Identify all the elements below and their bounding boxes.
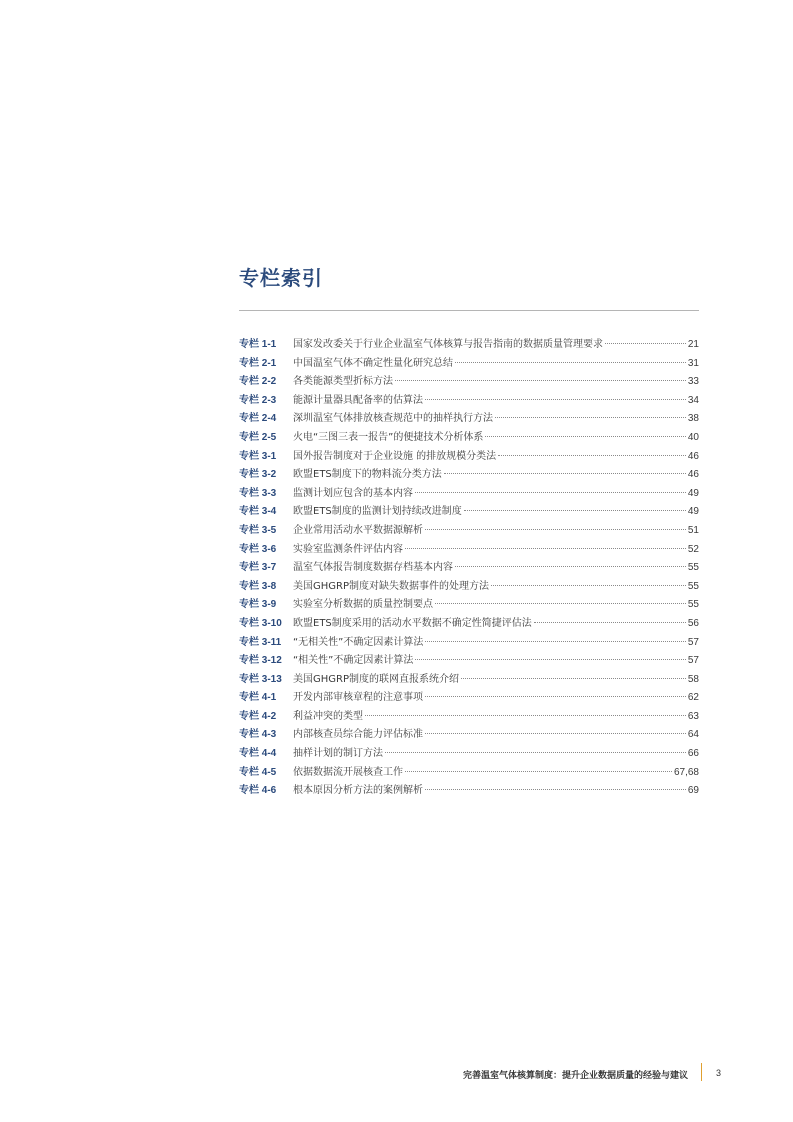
toc-dot-leader <box>425 641 686 642</box>
toc-entry-page: 40 <box>687 431 699 443</box>
toc-dot-leader <box>405 771 672 772</box>
title-divider <box>239 310 699 311</box>
toc-entry-page: 21 <box>687 339 699 350</box>
toc-entry[interactable] <box>239 689 699 708</box>
toc-entry-title: 美国GHGRP制度对缺失数据事件的处理方法 <box>293 580 489 592</box>
toc-entry[interactable] <box>239 708 699 727</box>
toc-entry[interactable] <box>239 392 699 411</box>
toc-entry-title: 各类能源类型折标方法 <box>293 376 393 388</box>
toc-entry-page: 56 <box>687 617 699 629</box>
toc-entry-page: 66 <box>687 748 699 760</box>
footer-divider <box>701 1063 702 1081</box>
toc-entry-label: 专栏 3-10 <box>239 617 282 629</box>
toc-entry-page: 49 <box>687 487 699 499</box>
toc-entry-label: 专栏 3-8 <box>239 580 277 592</box>
toc-entry-page: 46 <box>687 450 699 462</box>
toc-entry-label: 专栏 1-1 <box>239 339 277 350</box>
toc-entry-title: 根本原因分析方法的案例解析 <box>293 785 423 797</box>
toc-dot-leader <box>395 380 686 381</box>
toc-entry-label: 专栏 4-2 <box>239 710 277 722</box>
toc-entry-label: 专栏 4-5 <box>239 766 277 778</box>
toc-entry[interactable] <box>239 410 699 429</box>
toc-entry[interactable] <box>239 541 699 560</box>
toc-entry-page: 55 <box>687 580 699 592</box>
toc-entry[interactable] <box>239 764 699 783</box>
toc-entry-label: 专栏 4-6 <box>239 785 277 797</box>
toc-dot-leader <box>495 417 686 418</box>
toc-dot-leader <box>455 362 686 363</box>
toc-dot-leader <box>425 529 686 530</box>
footer-page-number: 3 <box>716 1068 722 1078</box>
toc-entry[interactable] <box>239 373 699 392</box>
toc-list <box>239 336 699 801</box>
toc-dot-leader <box>485 436 686 437</box>
toc-entry-page: 34 <box>687 394 699 406</box>
toc-entry-page: 51 <box>687 524 699 536</box>
toc-entry-page: 55 <box>687 599 699 611</box>
toc-entry-title: 中国温室气体不确定性量化研究总结 <box>293 357 453 369</box>
toc-entry[interactable] <box>239 336 699 355</box>
toc-entry-title: 利益冲突的类型 <box>293 710 363 722</box>
toc-entry-label: 专栏 3-9 <box>239 599 277 611</box>
toc-entry-title: 欧盟ETS制度下的物料流分类方法 <box>293 469 442 481</box>
toc-entry-title: 能源计量器具配备率的估算法 <box>293 394 423 406</box>
toc-dot-leader <box>385 752 686 753</box>
toc-entry[interactable] <box>239 782 699 801</box>
toc-entry-title: 深圳温室气体排放核查规范中的抽样执行方法 <box>293 413 493 425</box>
toc-entry-label: 专栏 3-6 <box>239 543 277 555</box>
toc-entry[interactable] <box>239 503 699 522</box>
toc-dot-leader <box>605 343 686 344</box>
toc-dot-leader <box>415 659 686 660</box>
toc-dot-leader <box>425 696 686 697</box>
toc-entry-label: 专栏 2-2 <box>239 376 277 388</box>
toc-entry-title: “相关性”不确定因素计算法 <box>293 655 414 667</box>
toc-entry-page: 31 <box>687 357 699 369</box>
toc-entry[interactable] <box>239 671 699 690</box>
toc-entry[interactable] <box>239 596 699 615</box>
toc-entry-title: 监测计划应包含的基本内容 <box>293 487 413 499</box>
toc-entry[interactable] <box>239 429 699 448</box>
toc-entry[interactable] <box>239 634 699 653</box>
toc-entry-title: 火电“三图三表一报告”的便捷技术分析体系 <box>293 431 484 443</box>
toc-entry-page: 64 <box>687 729 699 741</box>
toc-entry-title: 实验室监测条件评估内容 <box>293 543 403 555</box>
toc-dot-leader <box>498 455 686 456</box>
page-title: 专栏索引 <box>239 266 323 290</box>
toc-dot-leader <box>415 492 686 493</box>
toc-entry-page: 58 <box>687 673 699 685</box>
toc-entry-page: 52 <box>687 543 699 555</box>
toc-entry-page: 57 <box>687 655 699 667</box>
toc-dot-leader <box>534 622 686 623</box>
toc-entry-label: 专栏 3-5 <box>239 524 277 536</box>
toc-entry-label: 专栏 2-5 <box>239 431 277 443</box>
toc-entry-label: 专栏 3-1 <box>239 450 277 462</box>
toc-dot-leader <box>491 585 686 586</box>
toc-entry-label: 专栏 2-3 <box>239 394 277 406</box>
toc-entry-label: 专栏 2-4 <box>239 413 277 425</box>
toc-entry-page: 62 <box>687 692 699 704</box>
footer-book-title: 完善温室气体核算制度：提升企业数据质量的经验与建议 <box>462 1071 688 1081</box>
toc-entry-page: 33 <box>687 376 699 388</box>
toc-entry-title: 内部核查员综合能力评估标准 <box>293 729 423 741</box>
toc-dot-leader <box>444 473 686 474</box>
toc-entry-label: 专栏 3-7 <box>239 562 277 574</box>
toc-entry-label: 专栏 4-4 <box>239 748 277 760</box>
toc-entry[interactable] <box>239 448 699 467</box>
toc-entry-page: 55 <box>687 562 699 574</box>
toc-entry-page: 63 <box>687 710 699 722</box>
toc-entry-title: 抽样计划的制订方法 <box>293 748 383 760</box>
toc-entry-label: 专栏 3-2 <box>239 469 277 481</box>
toc-entry-page: 69 <box>687 785 699 797</box>
toc-dot-leader <box>435 603 686 604</box>
toc-entry[interactable] <box>239 485 699 504</box>
toc-entry-title: “无相关性”不确定因素计算法 <box>293 636 424 648</box>
toc-dot-leader <box>365 715 686 716</box>
toc-entry[interactable] <box>239 355 699 374</box>
toc-entry-title: 依据数据流开展核查工作 <box>293 766 403 778</box>
toc-entry-label: 专栏 4-1 <box>239 692 277 704</box>
toc-dot-leader <box>425 733 686 734</box>
toc-entry-label: 专栏 4-3 <box>239 729 277 741</box>
toc-entry[interactable] <box>239 745 699 764</box>
toc-entry-label: 专栏 3-4 <box>239 506 277 518</box>
toc-dot-leader <box>464 510 686 511</box>
toc-entry-title: 美国GHGRP制度的联网直报系统介绍 <box>293 673 459 685</box>
toc-dot-leader <box>455 566 686 567</box>
toc-entry-page: 38 <box>687 413 699 425</box>
toc-entry-title: 实验室分析数据的质量控制要点 <box>293 599 433 611</box>
toc-entry-title: 开发内部审核章程的注意事项 <box>293 692 423 704</box>
toc-entry[interactable] <box>239 559 699 578</box>
toc-entry-label: 专栏 2-1 <box>239 357 277 369</box>
toc-entry-title: 国家发改委关于行业企业温室气体核算与报告指南的数据质量管理要求 <box>293 339 603 350</box>
toc-entry-page: 67,68 <box>673 766 699 778</box>
toc-dot-leader <box>425 399 686 400</box>
toc-entry-title: 企业常用活动水平数据源解析 <box>293 524 423 536</box>
toc-entry-label: 专栏 3-3 <box>239 487 277 499</box>
toc-entry-label: 专栏 3-12 <box>239 655 282 667</box>
toc-entry-title: 国外报告制度对于企业设施 的排放规模分类法 <box>293 450 497 462</box>
toc-dot-leader <box>405 548 686 549</box>
toc-entry-label: 专栏 3-11 <box>239 636 282 648</box>
toc-dot-leader <box>461 678 686 679</box>
toc-entry-page: 46 <box>687 469 699 481</box>
toc-entry-page: 49 <box>687 506 699 518</box>
toc-entry-label: 专栏 3-13 <box>239 673 282 685</box>
toc-entry[interactable] <box>239 615 699 634</box>
toc-entry[interactable] <box>239 578 699 597</box>
toc-dot-leader <box>425 789 686 790</box>
toc-entry-title: 欧盟ETS制度采用的活动水平数据不确定性简捷评估法 <box>293 617 532 629</box>
toc-entry-page: 57 <box>687 636 699 648</box>
toc-entry[interactable] <box>239 466 699 485</box>
toc-entry-title: 温室气体报告制度数据存档基本内容 <box>293 562 453 574</box>
toc-entry[interactable] <box>239 652 699 671</box>
toc-entry[interactable] <box>239 522 699 541</box>
toc-entry-title: 欧盟ETS制度的监测计划持续改进制度 <box>293 506 462 518</box>
toc-entry[interactable] <box>239 726 699 745</box>
